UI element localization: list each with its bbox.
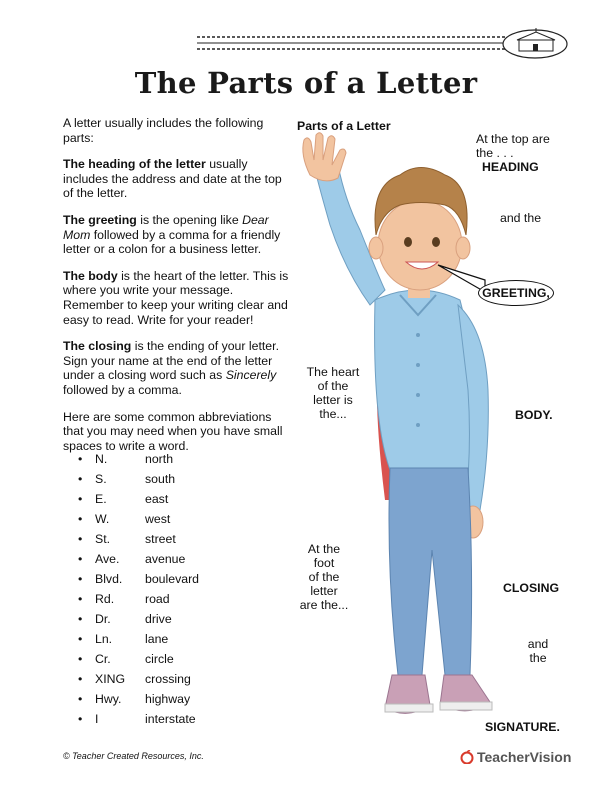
body-label: BODY.: [515, 408, 553, 422]
section-body: The body is the heart of the letter. This is where you write your message. Remember to keep your writing clear and easy to read. Write for your reader!: [63, 268, 289, 327]
page-title: The Parts of a Letter: [134, 66, 478, 100]
school-icon: [503, 28, 567, 58]
and-the-text-2: and the: [527, 637, 549, 665]
list-item: • Cr. circle: [78, 652, 174, 666]
closing-label: CLOSING: [503, 581, 560, 595]
heading-label: HEADING: [482, 160, 539, 174]
greeting-bubble: [478, 280, 554, 306]
list-item: • St. street: [78, 532, 176, 546]
abbreviation-list: [78, 449, 199, 729]
apple-icon: [460, 750, 474, 764]
list-item: • Dr. drive: [78, 612, 172, 626]
brand-logo: TeacherVision: [460, 749, 571, 765]
list-item: • W. west: [78, 512, 171, 526]
foot-text: At the foot of the letter are the...: [299, 542, 349, 612]
header-rule: [195, 28, 570, 66]
list-item: • S. south: [78, 472, 176, 486]
list-item: • I interstate: [78, 712, 196, 726]
list-item: • Blvd. boulevard: [78, 572, 200, 586]
greeting-label: GREETING,: [482, 286, 550, 300]
section-greeting: The greeting is the opening like Dear Mom followed by a comma for a friendly letter or a colon for a business letter.: [63, 212, 281, 257]
list-item: • XING crossing: [78, 672, 191, 686]
section-closing: The closing is the ending of your letter. Sign your name at the end of the letter under a closing word such as Sincerely followed by a comma.: [63, 339, 279, 397]
intro-text: A letter usually includes the following parts:: [63, 116, 264, 145]
top-text: At the top are the . . .: [476, 132, 550, 160]
list-item: • Ave. avenue: [78, 552, 186, 566]
diagram-heading: Parts of a Letter: [297, 119, 391, 133]
list-item: • Rd. road: [78, 592, 170, 606]
and-the-text: and the: [500, 211, 542, 225]
copyright: © Teacher Created Resources, Inc.: [63, 751, 204, 761]
signature-label: SIGNATURE.: [485, 720, 560, 734]
left-column: [63, 116, 293, 453]
section-heading: The heading of the letter usually includes the address and date at the top of the letter.: [63, 157, 282, 201]
abbr-intro: Here are some common abbreviations that you may need when you have small spaces to write a word.: [63, 409, 283, 453]
list-item: • E. east: [78, 492, 169, 506]
list-item: • Hwy. highway: [78, 692, 191, 706]
list-item: • Ln. lane: [78, 632, 169, 646]
heart-text: The heart of the letter is the...: [306, 365, 360, 421]
list-item: • N. north: [78, 452, 174, 466]
